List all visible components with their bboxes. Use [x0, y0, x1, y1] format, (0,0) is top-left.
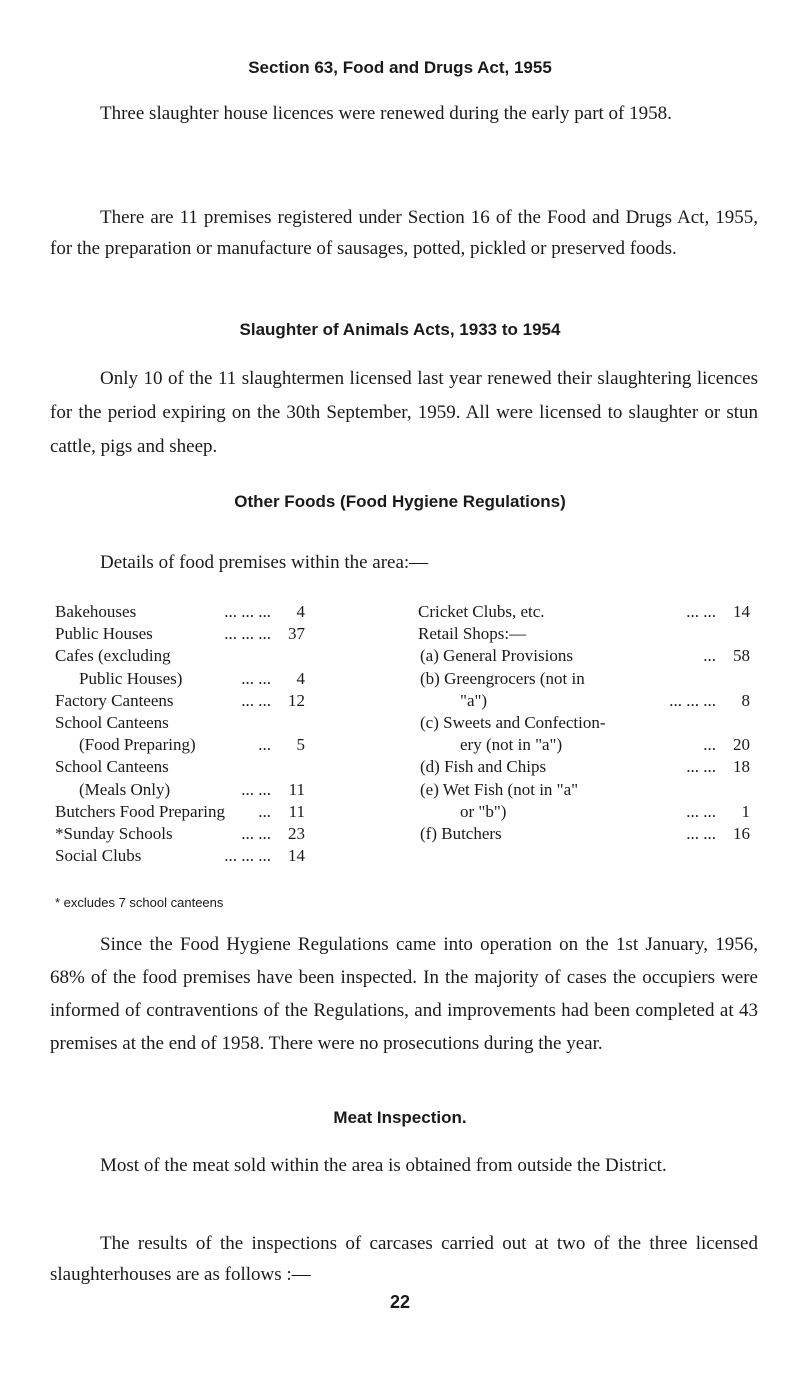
- premises-label: *Sunday Schools: [55, 824, 173, 843]
- leader-dots: ... ...: [241, 824, 271, 843]
- premises-row: [55, 669, 305, 691]
- premises-label: (c) Sweets and Confection-: [420, 713, 606, 732]
- leader-dots: ...: [703, 735, 716, 755]
- leader-dots: ... ... ...: [669, 690, 716, 710]
- paragraph-licences-text: Three slaughter house licences were renewed during the early part of 1958.: [100, 103, 672, 124]
- leader-dots: ... ... ...: [224, 846, 271, 866]
- paragraph-premises: [50, 202, 758, 264]
- premises-count: 14: [733, 602, 750, 621]
- footnote: * excludes 7 school canteens: [55, 895, 224, 910]
- premises-row: [418, 735, 750, 757]
- premises-label: (Meals Only): [79, 779, 171, 799]
- premises-row: [418, 669, 750, 691]
- premises-label: School Canteens: [55, 713, 169, 732]
- paragraph-slaughtermen: [50, 362, 758, 464]
- premises-row: [55, 602, 305, 624]
- premises-label: ery (not in "a"): [460, 735, 563, 755]
- premises-label: Cricket Clubs, etc.: [418, 602, 545, 621]
- premises-label: Butchers Food Preparing: [55, 801, 225, 821]
- paragraph-results: [50, 1228, 758, 1290]
- premises-row: [55, 624, 305, 646]
- other-foods-heading: Other Foods (Food Hygiene Regulations): [234, 492, 566, 511]
- leader-dots: ... ...: [241, 779, 271, 799]
- premises-row: [418, 802, 750, 824]
- premises-count: 4: [296, 668, 305, 688]
- leader-dots: ... ...: [686, 602, 716, 621]
- premises-label: (Food Preparing): [79, 735, 196, 755]
- leader-dots: ...: [703, 646, 716, 666]
- premises-label: "a"): [460, 690, 488, 710]
- section-heading: Section 63, Food and Drugs Act, 1955: [248, 58, 552, 77]
- premises-count: 11: [288, 801, 305, 821]
- premises-row: [55, 802, 305, 824]
- leader-dots: ... ...: [241, 668, 271, 688]
- premises-label: Public Houses: [55, 624, 153, 644]
- premises-count: 5: [296, 735, 305, 755]
- premises-label: Factory Canteens: [55, 690, 174, 710]
- premises-label: Bakehouses: [55, 602, 137, 621]
- paragraph-premises-text: There are 11 premises registered under Section 16 of the Food and Drugs Act, 1955, for the preparation or manufacture of sausages, potted, pickled or preserved foods.: [50, 207, 758, 259]
- premises-label: Public Houses): [79, 668, 183, 688]
- paragraph-licences: [50, 98, 758, 129]
- premises-row: [55, 757, 305, 779]
- paragraph-meat-text: Most of the meat sold within the area is obtained from outside the District.: [100, 1155, 667, 1176]
- premises-count: 12: [288, 690, 305, 710]
- premises-count: 1: [741, 801, 750, 821]
- paragraph-slaughtermen-text: Only 10 of the 11 slaughtermen licensed last year renewed their slaughtering licences for the period expiring on the 30th September, 1959. All were licensed to slaughter or stun cattle, pigs and sheep.: [50, 368, 758, 457]
- premises-row: [55, 846, 305, 868]
- premises-count: 11: [288, 779, 305, 799]
- paragraph-inspected-text: Since the Food Hygiene Regulations came into operation on the 1st January, 1956, 68% of the food premises have been inspected. In the majority of cases the occupiers were informed of contraventions of the Regulations, and improvements had been completed at 43 premises at the end of 1958. There were no prosecutions during the year.: [50, 934, 758, 1054]
- premises-count: 4: [296, 602, 305, 621]
- page-number: 22: [389, 1292, 411, 1312]
- details-intro: Details of food premises within the area:—: [100, 552, 429, 573]
- premises-count: 23: [288, 824, 305, 843]
- premises-row: [418, 757, 750, 779]
- premises-count: 18: [733, 757, 750, 777]
- premises-row: [55, 713, 305, 735]
- premises-row: [418, 691, 750, 713]
- premises-row: [55, 780, 305, 802]
- leader-dots: ...: [258, 801, 271, 821]
- premises-row: [418, 624, 750, 646]
- premises-row: [418, 602, 750, 624]
- leader-dots: ... ...: [686, 801, 716, 821]
- premises-label: (d) Fish and Chips: [420, 757, 547, 777]
- paragraph-inspected: [50, 928, 758, 1060]
- premises-count: 16: [733, 824, 750, 843]
- premises-row: [55, 735, 305, 757]
- leader-dots: ... ...: [241, 690, 271, 710]
- premises-list-left: [55, 602, 355, 892]
- premises-row: [418, 780, 750, 802]
- paragraph-meat: [50, 1150, 758, 1181]
- paragraph-results-text: The results of the inspections of carcases carried out at two of the three licensed slaughterhouses are as follows :—: [50, 1233, 758, 1285]
- premises-row: [55, 691, 305, 713]
- premises-count: 14: [288, 846, 305, 866]
- leader-dots: ... ... ...: [224, 602, 271, 621]
- premises-label: (a) General Provisions: [420, 646, 573, 666]
- premises-label: or "b"): [460, 801, 507, 821]
- premises-label: (b) Greengrocers (not in: [420, 668, 585, 688]
- meat-heading: Meat Inspection.: [333, 1108, 467, 1127]
- premises-count: 8: [741, 690, 750, 710]
- premises-row: [418, 824, 750, 846]
- leader-dots: ... ... ...: [224, 624, 271, 644]
- premises-label: (e) Wet Fish (not in "a": [420, 779, 579, 799]
- premises-label: Cafes (excluding: [55, 646, 171, 666]
- premises-label: (f) Butchers: [420, 824, 502, 843]
- premises-count: 37: [288, 624, 305, 644]
- premises-label: Social Clubs: [55, 846, 142, 866]
- premises-row: [55, 824, 305, 846]
- leader-dots: ... ...: [686, 824, 716, 843]
- premises-count: 58: [733, 646, 750, 666]
- premises-count: 20: [733, 735, 750, 755]
- premises-row: [55, 646, 305, 668]
- leader-dots: ... ...: [686, 757, 716, 777]
- premises-row: [418, 646, 750, 668]
- slaughter-heading: Slaughter of Animals Acts, 1933 to 1954: [239, 320, 561, 339]
- premises-list-right: [418, 602, 750, 872]
- premises-label: Retail Shops:—: [418, 624, 527, 644]
- leader-dots: ...: [258, 735, 271, 755]
- premises-row: [418, 713, 750, 735]
- premises-label: School Canteens: [55, 757, 169, 777]
